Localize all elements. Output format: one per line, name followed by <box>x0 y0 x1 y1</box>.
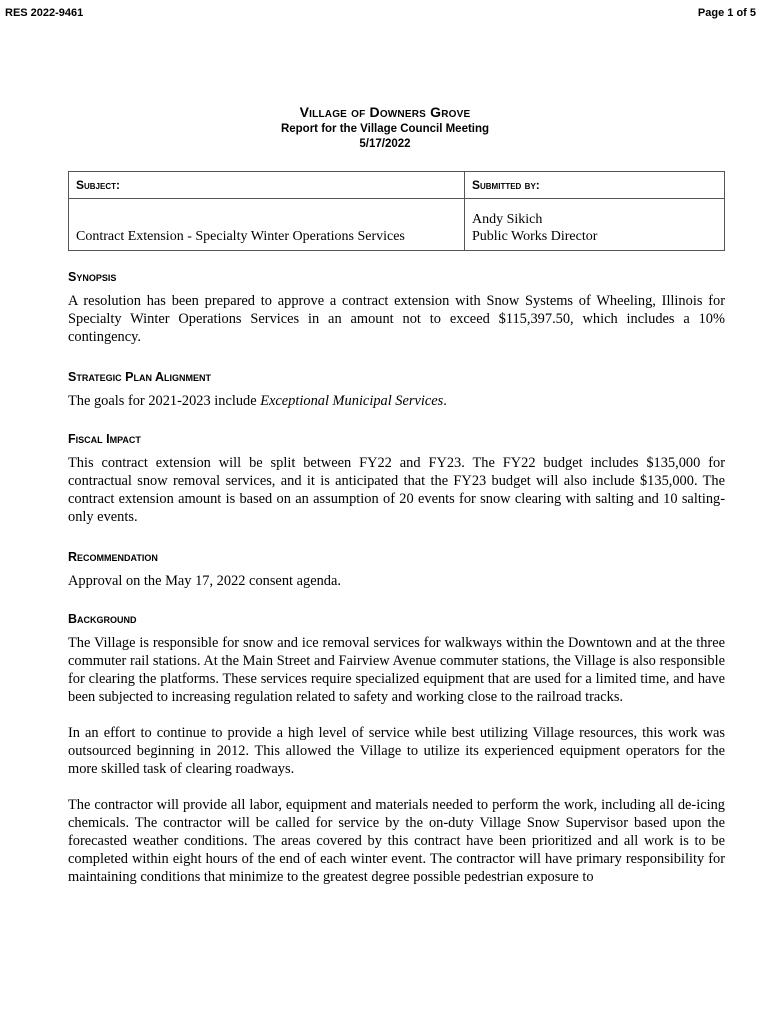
strategic-text-before: The goals for 2021-2023 include <box>68 393 261 409</box>
report-body <box>68 268 725 904</box>
info-table <box>68 171 725 251</box>
recommendation-heading: Recommendation <box>68 550 158 564</box>
page-title: Village of Downers Grove <box>299 104 471 120</box>
subject-value: Contract Extension - Specialty Winter Operations Services <box>69 199 465 251</box>
background-paragraph-3: The contractor will provide all labor, equipment and materials needed to perform the work, including all de-icing chemicals. The contractor will be called for service by the on-duty Village Snow Supervisor based upon the forecasted weather conditions. The areas covered by this contract have been prioritized and all work is to be completed within eight hours of the end of each winter event. The contractor will have primary responsibility for maintaining conditions that minimize to the greatest degree possible pedestrian exposure to <box>68 797 725 885</box>
strategic-goal: Exceptional Municipal Services <box>260 393 444 409</box>
meeting-date: 5/17/2022 <box>359 138 411 150</box>
background-heading: Background <box>68 612 137 626</box>
submitted-by-label: Submitted by: <box>465 172 725 199</box>
strategic-text <box>68 392 725 410</box>
document-id: RES 2022-9461 <box>5 7 84 19</box>
recommendation-text: Approval on the May 17, 2022 consent agenda. <box>68 573 341 589</box>
submitter-title: Public Works Director <box>472 229 598 244</box>
submitter-cell <box>465 199 725 251</box>
background-paragraph-2: In an effort to continue to provide a high level of service while best utilizing Village resources, this work was outsourced beginning in 2012. This allowed the Village to utilize its experienced equipment operators for the more skilled task of clearing roadways. <box>68 725 725 777</box>
subject-label: Subject: <box>69 172 465 199</box>
synopsis-heading: Synopsis <box>68 270 117 284</box>
page-number: Page 1 of 5 <box>697 7 756 19</box>
fiscal-heading: Fiscal Impact <box>68 432 141 446</box>
title-block <box>0 102 770 152</box>
submitter-name: Andy Sikich <box>472 212 543 227</box>
strategic-text-after: . <box>443 393 447 409</box>
background-paragraph-1: The Village is responsible for snow and ice removal services for walkways within the Downtown and at the three commuter rail stations. At the Main Street and Fairview Avenue commuter stations, the Village is also responsible for clearing the platforms. These services require specialized equipment that are used for a limited time, and have been subjected to increasing regulation related to safety and working close to the railroad tracks. <box>68 635 725 705</box>
strategic-heading: Strategic Plan Alignment <box>68 370 212 384</box>
fiscal-text: This contract extension will be split between FY22 and FY23. The FY22 budget includes $135,000 for contractual snow removal services, and it is anticipated that the FY23 budget will also include $135,000. The contract extension amount is based on an assumption of 20 events for snow clearing with salting and 10 salting-only events. <box>68 455 725 525</box>
page-subtitle: Report for the Village Council Meeting <box>280 123 490 135</box>
synopsis-text: A resolution has been prepared to approve a contract extension with Snow Systems of Wheeling, Illinois for Specialty Winter Operations Services in an amount not to exceed $115,397.50, which includes a 10% contingency. <box>68 293 725 345</box>
